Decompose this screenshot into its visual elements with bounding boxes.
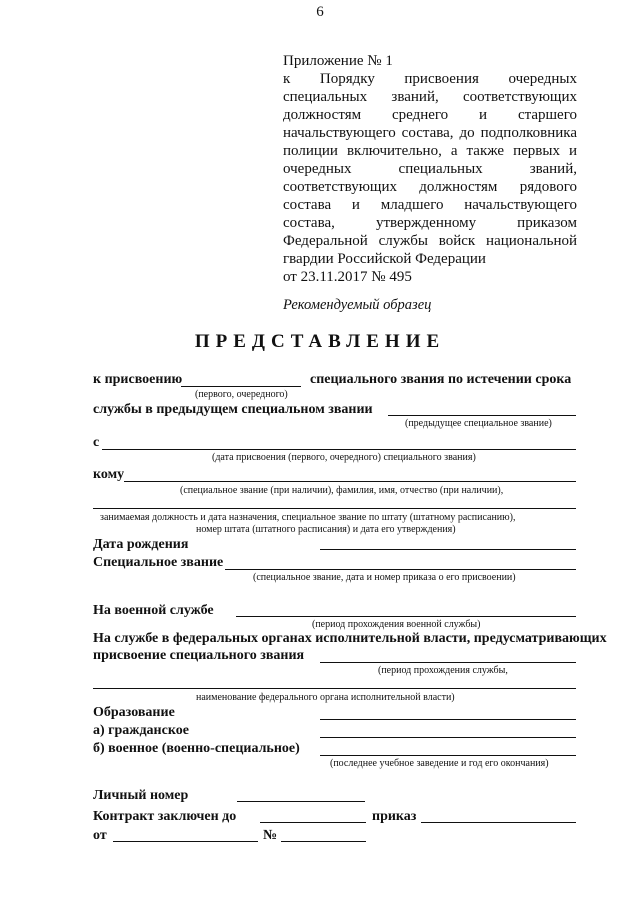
sluzhby-label: службы в предыдущем специальном звании bbox=[93, 402, 373, 417]
spec-zvaniya-label: специального звания по истечении срока bbox=[310, 372, 572, 387]
appendix-line: полиции включительно, а также первых и bbox=[283, 143, 577, 159]
appendix-line: состава и младшего начальствующего bbox=[283, 197, 577, 213]
federal-field-2[interactable] bbox=[93, 688, 576, 689]
personal-number-label: Личный номер bbox=[93, 788, 189, 803]
number-sign-label: № bbox=[263, 828, 278, 843]
sample-label: Рекомендуемый образец bbox=[283, 297, 432, 313]
page-number: 6 bbox=[316, 4, 324, 20]
appendix-line: Федеральной службы войск национальной bbox=[283, 233, 577, 249]
order-field[interactable] bbox=[421, 822, 576, 823]
from-label: от bbox=[93, 828, 107, 843]
military-hint: (период прохождения военной службы) bbox=[312, 619, 481, 630]
appendix-line: к Порядку присвоения очередных bbox=[283, 71, 577, 87]
komu-field[interactable] bbox=[124, 481, 576, 482]
k-prisvoeniyu-label: к присвоению bbox=[93, 372, 183, 387]
civil-education-field[interactable] bbox=[320, 737, 576, 738]
appendix-line: Приложение № 1 bbox=[283, 53, 393, 69]
military-edu-label: б) военное (военно-специальное) bbox=[93, 741, 300, 756]
contract-date-field[interactable] bbox=[260, 822, 366, 823]
komu-label: кому bbox=[93, 467, 125, 482]
appendix-line: гвардии Российской Федерации bbox=[283, 251, 486, 267]
federal-hint-2: наименование федерального органа исполнительной власти) bbox=[196, 692, 455, 703]
from-date-field[interactable] bbox=[113, 841, 258, 842]
education-label: Образование bbox=[93, 705, 175, 720]
komu-hint: (специальное звание (при наличии), фамилия, имя, отчество (при наличии), bbox=[180, 485, 504, 496]
birth-label: Дата рождения bbox=[93, 537, 189, 552]
federal-field[interactable] bbox=[320, 662, 576, 663]
rank-type-field[interactable] bbox=[181, 386, 301, 387]
personal-number-field[interactable] bbox=[237, 801, 365, 802]
s-label: с bbox=[93, 435, 100, 450]
federal-hint: (период прохождения службы, bbox=[378, 665, 508, 676]
document-title: ПРЕДСТАВЛЕНИЕ bbox=[194, 331, 446, 352]
military-label: На военной службе bbox=[93, 603, 214, 618]
position-hint-1: занимаемая должность и дата назначения, специальное звание по штату (штатному расписанию), bbox=[100, 512, 516, 523]
appendix-line: очередных специальных званий, bbox=[283, 161, 577, 177]
federal-label-2: присвоение специального звания bbox=[93, 648, 305, 663]
position-hint-2: номер штата (штатного расписания) и дата его утверждения) bbox=[196, 524, 456, 535]
appendix-line: соответствующих должностям рядового bbox=[283, 179, 577, 195]
appendix-line: состава, утвержденному приказом bbox=[283, 215, 577, 231]
order-number-field[interactable] bbox=[281, 841, 366, 842]
appendix-line: должностям среднего и старшего bbox=[283, 107, 577, 123]
komu-field-2[interactable] bbox=[93, 508, 576, 509]
federal-label-1: На службе в федеральных органах исполнительной власти, предусматривающих bbox=[93, 631, 607, 646]
special-rank-label: Специальное звание bbox=[93, 555, 224, 570]
appendix-line: специальных званий, соответствующих bbox=[283, 89, 577, 105]
special-rank-field[interactable] bbox=[225, 569, 576, 570]
previous-rank-hint: (предыдущее специальное звание) bbox=[405, 418, 552, 429]
appendix-block bbox=[283, 52, 577, 286]
appendix-line: от 23.11.2017 № 495 bbox=[283, 269, 412, 285]
birth-field[interactable] bbox=[320, 549, 576, 550]
appendix-line: начальствующего состава, до подполковника bbox=[283, 125, 577, 141]
military-field[interactable] bbox=[236, 616, 576, 617]
date-hint: (дата присвоения (первого, очередного) специального звания) bbox=[212, 452, 476, 463]
contract-label: Контракт заключен до bbox=[93, 809, 237, 824]
education-field[interactable] bbox=[320, 719, 576, 720]
rank-type-hint: (первого, очередного) bbox=[195, 389, 288, 400]
date-field[interactable] bbox=[102, 449, 576, 450]
education-hint: (последнее учебное заведение и год его окончания) bbox=[330, 758, 549, 769]
previous-rank-field[interactable] bbox=[388, 415, 576, 416]
order-label: приказ bbox=[372, 809, 417, 824]
civil-label: а) гражданское bbox=[93, 723, 189, 738]
military-education-field[interactable] bbox=[320, 755, 576, 756]
rank-hint: (специальное звание, дата и номер приказа о его присвоении) bbox=[253, 572, 516, 583]
